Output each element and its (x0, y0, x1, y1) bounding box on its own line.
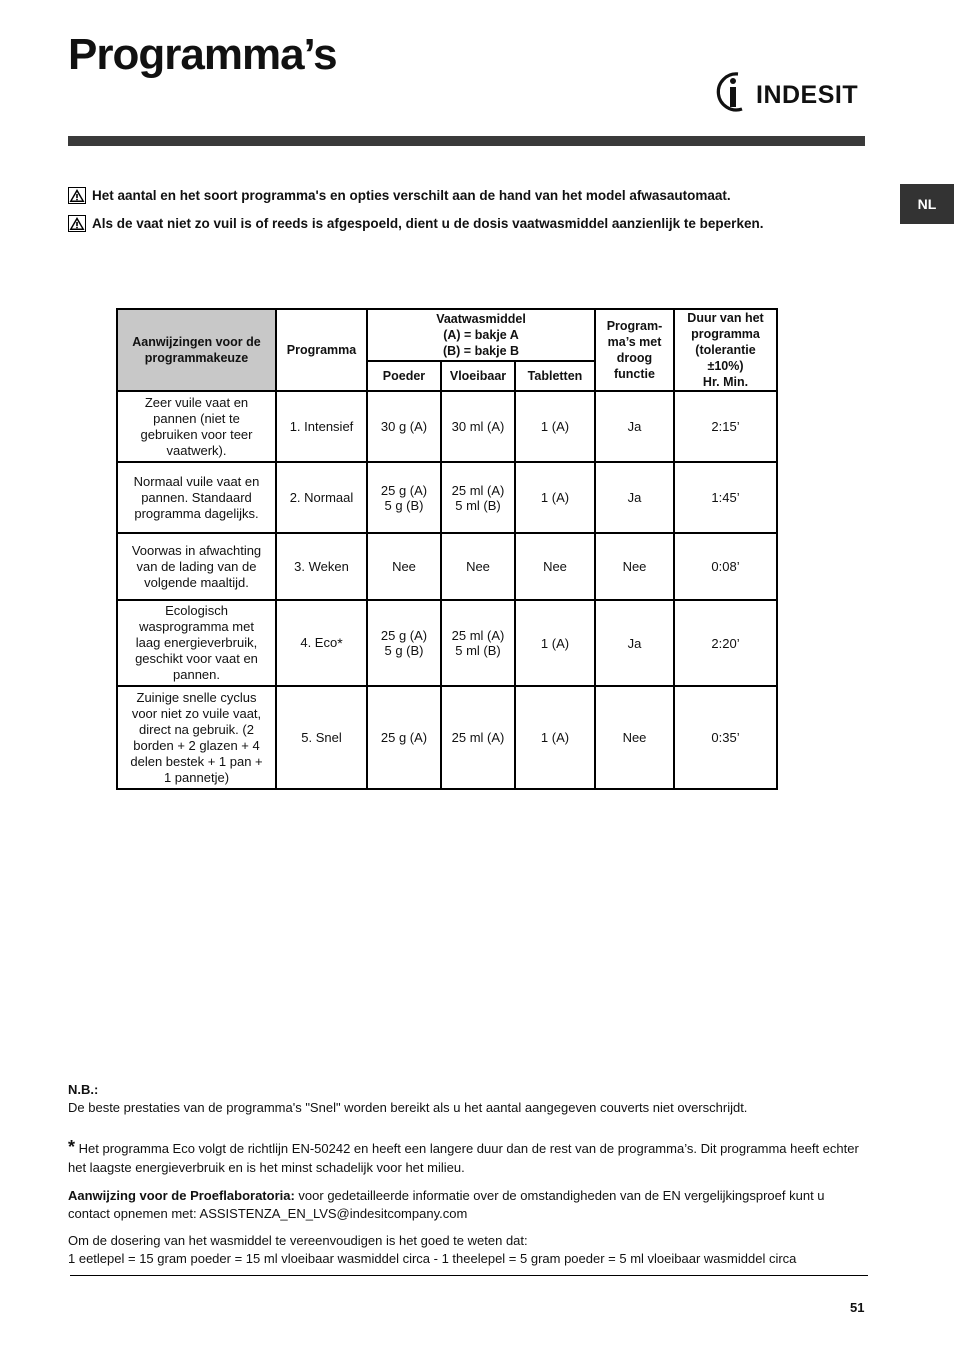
cell-guide: Zuinige snelle cyclus voor niet zo vuile vaat, direct na gebruik. (2 borden + 2 glazen + 4 delen bestek + 1 pan + 1 pannetje) (117, 686, 276, 789)
dosage-note (68, 1232, 868, 1268)
warning-triangle-icon (68, 215, 86, 232)
header-guide: Aanwijzingen voor de programmakeuze (117, 309, 276, 391)
cell-duration: 0:35’ (674, 686, 777, 789)
cell-liquid: 25 ml (A) (441, 686, 515, 789)
header-tablets: Tabletten (515, 361, 595, 391)
cell-duration: 2:15’ (674, 391, 777, 462)
cell-liquid: 30 ml (A) (441, 391, 515, 462)
cell-program: 3. Weken (276, 533, 367, 600)
cell-guide: Normaal vuile vaat en pannen. Standaard programma dagelijks. (117, 462, 276, 533)
warning-text-2: Als de vaat niet zo vuil is of reeds is afgespoeld, dient u de dosis vaatwasmiddel aanzienlijk te beperken. (92, 216, 764, 231)
header-duration: Duur van het programma (tolerantie ±10%) Hr. Min. (674, 309, 777, 391)
page-title: Programma’s (68, 30, 337, 79)
eco-note-text: Het programma Eco volgt de richtlijn EN-50242 en heeft een langere duur dan de rest van de programma’s. Dit programma heeft echter het laagste energieverbruik en is het minst schadelijk voor het milieu. (68, 1141, 859, 1175)
cell-program: 4. Eco* (276, 600, 367, 686)
cell-duration: 2:20’ (674, 600, 777, 686)
cell-tablets: 1 (A) (515, 686, 595, 789)
indesit-logo (712, 70, 862, 114)
lab-note-text: voor gedetailleerde informatie over de omstandigheden van de EN vergelijkingsproef kunt u contact opnemen met: ASSISTENZA_EN_LVS@indesitcompany.com (68, 1188, 825, 1221)
warning-triangle-icon (68, 187, 86, 204)
cell-program: 2. Normaal (276, 462, 367, 533)
dosage-line-2: 1 eetlepel = 15 gram poeder = 15 ml vloeibaar wasmiddel circa - 1 theelepel = 5 gram poeder = 5 ml vloeibaar wasmiddel circa (68, 1251, 797, 1266)
cell-duration: 0:08’ (674, 533, 777, 600)
table-row (117, 686, 777, 789)
warning-note-1 (68, 187, 731, 204)
cell-powder: 25 g (A) 5 g (B) (367, 600, 441, 686)
warning-note-2 (68, 215, 763, 232)
eco-note (68, 1138, 868, 1177)
cell-powder: Nee (367, 533, 441, 600)
header-dry-function: Program- ma’s met droog functie (595, 309, 674, 391)
cell-dry-function: Ja (595, 600, 674, 686)
footer-divider (70, 1275, 868, 1276)
cell-tablets: 1 (A) (515, 462, 595, 533)
cell-powder: 25 g (A) (367, 686, 441, 789)
logo-wordmark: INDESIT (756, 81, 859, 109)
warning-text-1: Het aantal en het soort programma's en opties verschilt aan de hand van het model afwasautomaat. (92, 188, 731, 203)
header-divider-bar (68, 136, 865, 146)
table-row (117, 462, 777, 533)
nb-text: De beste prestaties van de programma's "Snel" worden bereikt als u het aantal aangegeven couverts niet overschrijdt. (68, 1100, 748, 1115)
language-tab: NL (900, 184, 954, 224)
cell-dry-function: Nee (595, 533, 674, 600)
cell-liquid: 25 ml (A) 5 ml (B) (441, 600, 515, 686)
cell-dry-function: Ja (595, 391, 674, 462)
programs-table (116, 308, 778, 790)
header-powder: Poeder (367, 361, 441, 391)
cell-tablets: Nee (515, 533, 595, 600)
header-detergent: Vaatwasmiddel (A) = bakje A (B) = bakje B (367, 309, 595, 361)
cell-guide: Ecologisch wasprogramma met laag energieverbruik, geschikt voor vaat en pannen. (117, 600, 276, 686)
info-i-circle-icon (718, 74, 742, 110)
cell-dry-function: Ja (595, 462, 674, 533)
cell-liquid: Nee (441, 533, 515, 600)
lab-note-label: Aanwijzing voor de Proeflaboratoria: (68, 1188, 295, 1203)
programs-table-body (117, 391, 777, 789)
lab-note (68, 1187, 868, 1223)
nb-label: N.B.: (68, 1082, 99, 1097)
cell-guide: Zeer vuile vaat en pannen (niet te gebruiken voor teer vaatwerk). (117, 391, 276, 462)
cell-guide: Voorwas in afwachting van de lading van de volgende maaltijd. (117, 533, 276, 600)
page-number: 51 (850, 1300, 865, 1315)
cell-tablets: 1 (A) (515, 600, 595, 686)
cell-powder: 25 g (A) 5 g (B) (367, 462, 441, 533)
eco-asterisk: * (68, 1137, 76, 1157)
dosage-line-1: Om de dosering van het wasmiddel te vereenvoudigen is het goed te weten dat: (68, 1233, 528, 1248)
cell-liquid: 25 ml (A) 5 ml (B) (441, 462, 515, 533)
cell-program: 1. Intensief (276, 391, 367, 462)
header-program: Programma (276, 309, 367, 391)
cell-powder: 30 g (A) (367, 391, 441, 462)
header-liquid: Vloeibaar (441, 361, 515, 391)
table-row (117, 391, 777, 462)
cell-tablets: 1 (A) (515, 391, 595, 462)
cell-program: 5. Snel (276, 686, 367, 789)
table-row (117, 533, 777, 600)
cell-dry-function: Nee (595, 686, 674, 789)
cell-duration: 1:45’ (674, 462, 777, 533)
table-row (117, 600, 777, 686)
